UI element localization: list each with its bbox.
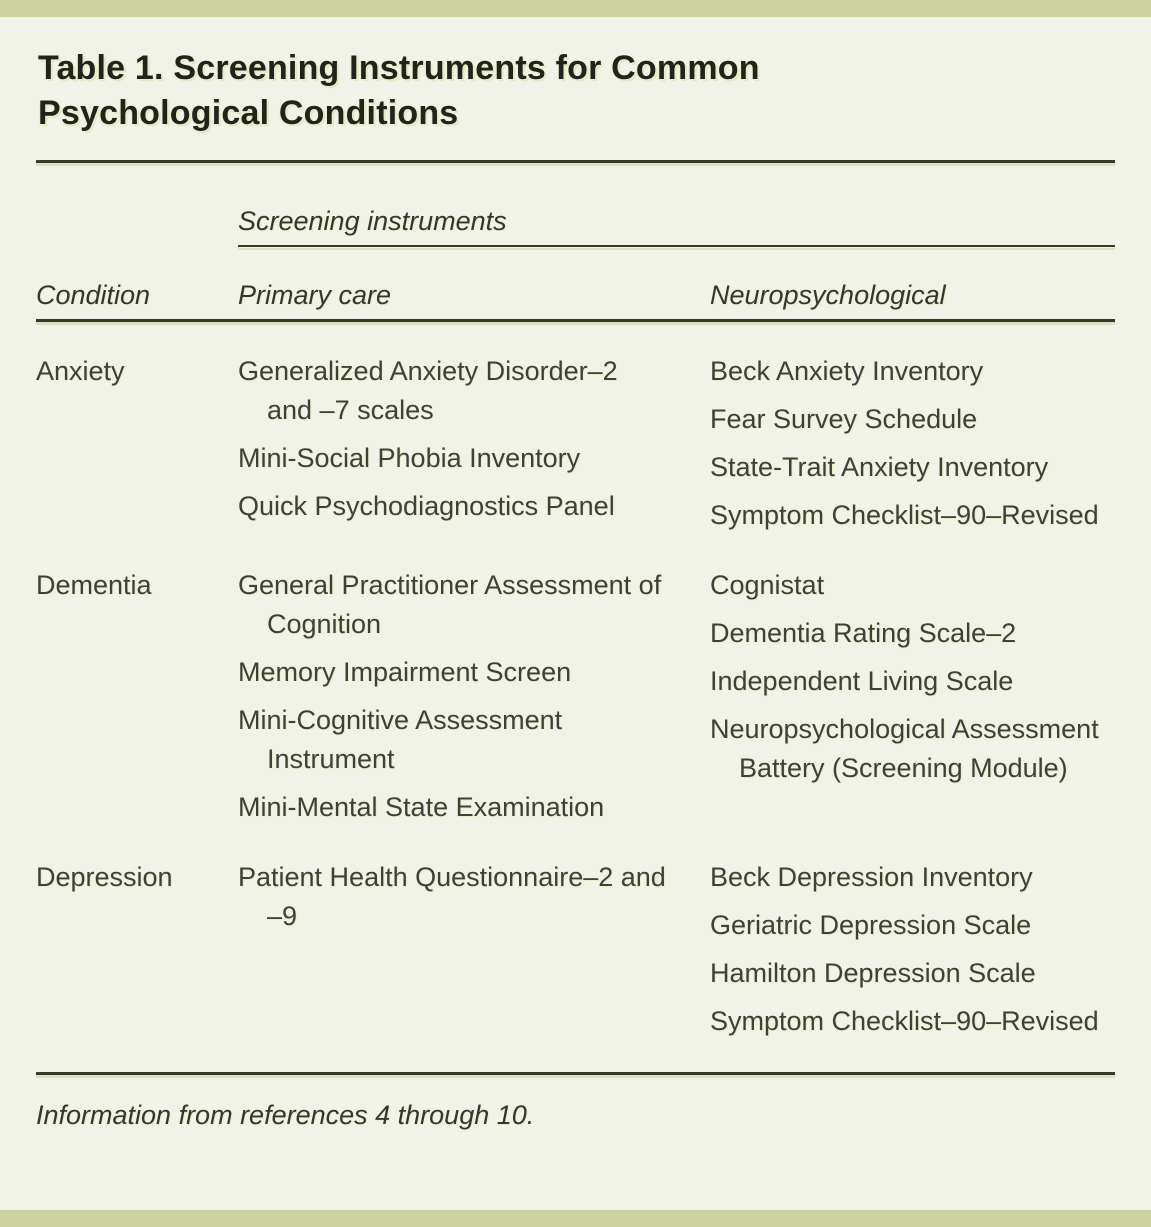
instrument-entry: Beck Anxiety Inventory — [710, 356, 984, 386]
rule-above-footnote — [36, 1072, 1115, 1075]
instrument-entry: Mini-Social Phobia Inventory — [238, 443, 581, 473]
instrument-entry: Geriatric Depression Scale — [710, 910, 1032, 940]
span-header-screening-instruments: Screening instruments — [238, 206, 507, 236]
instrument-entry: Cognistat — [710, 570, 825, 600]
primary-care-entries — [238, 566, 666, 836]
table-content — [0, 46, 1151, 1131]
primary-care-entries — [238, 352, 666, 544]
instrument-entry: Symptom Checklist–90–Revised — [710, 500, 1099, 530]
rule-under-span-header — [238, 245, 1115, 247]
footnote: Information from references 4 through 10. — [36, 1100, 535, 1130]
instrument-entry: Fear Survey Schedule — [710, 404, 978, 434]
instrument-entry: State-Trait Anxiety Inventory — [710, 452, 1049, 482]
bottom-border-band — [0, 1210, 1151, 1227]
neuropsychological-entries — [710, 352, 1106, 544]
table-title: Table 1. Screening Instruments for Common Psychological Conditions — [38, 49, 760, 132]
col-header-condition: Condition — [36, 280, 151, 310]
table-row-depression — [36, 858, 1115, 1050]
instrument-entry: Memory Impairment Screen — [238, 657, 572, 687]
rule-under-headers — [36, 319, 1115, 322]
condition-label: Dementia — [36, 570, 152, 600]
rule-under-title — [36, 160, 1115, 163]
col-header-primary-care: Primary care — [238, 280, 392, 310]
instrument-entry: Patient Health Questionnaire–2 and –9 — [238, 862, 666, 931]
instrument-entry: Independent Living Scale — [710, 666, 1014, 696]
table-row-anxiety — [36, 352, 1115, 544]
neuropsychological-entries — [710, 566, 1106, 836]
instrument-entry: Beck Depression Inventory — [710, 862, 1033, 892]
column-header-row — [36, 279, 1115, 312]
top-border-band — [0, 0, 1151, 17]
instrument-entry: General Practitioner Assessment of Cognition — [238, 570, 662, 639]
condition-label: Anxiety — [36, 356, 125, 386]
table-body — [36, 352, 1115, 1050]
instrument-entry: Hamilton Depression Scale — [710, 958, 1036, 988]
instrument-entry: Dementia Rating Scale–2 — [710, 618, 1017, 648]
instrument-entry: Quick Psychodiagnostics Panel — [238, 491, 615, 521]
table-row-dementia — [36, 566, 1115, 836]
col-header-neuropsychological: Neuropsychological — [710, 280, 946, 310]
instrument-entry: Neuropsychological Assessment Battery (Screening Module) — [710, 714, 1099, 783]
instrument-entry: Mini-Mental State Examination — [238, 792, 605, 822]
neuropsychological-entries — [710, 858, 1106, 1050]
instrument-entry: Mini-Cognitive Assessment Instrument — [238, 705, 563, 774]
primary-care-entries — [238, 858, 666, 1050]
instrument-entry: Generalized Anxiety Disorder–2 and –7 scales — [238, 356, 618, 425]
condition-label: Depression — [36, 862, 173, 892]
instrument-entry: Symptom Checklist–90–Revised — [710, 1006, 1099, 1036]
